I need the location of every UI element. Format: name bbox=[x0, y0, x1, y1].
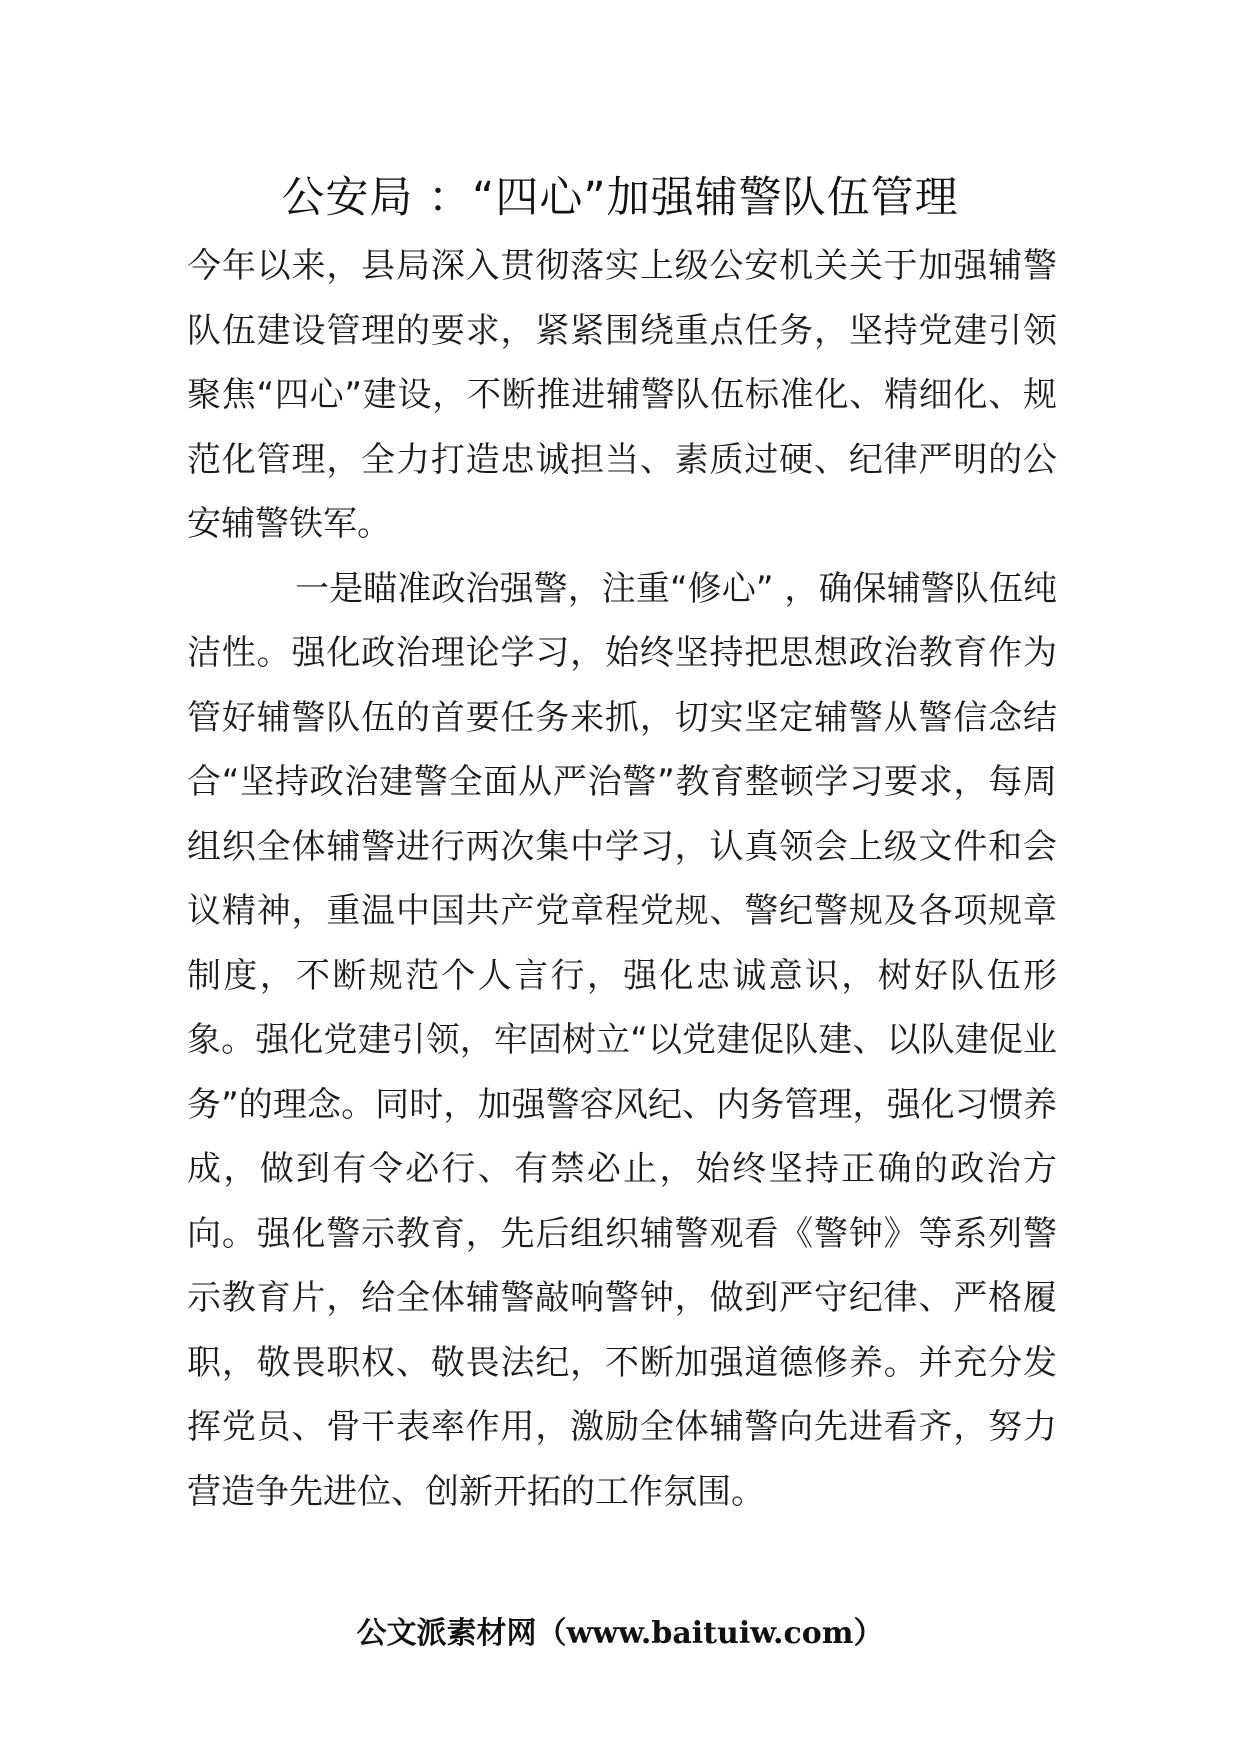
section-one-paragraph: 一是瞄准政治强警，注重“修心” ，确保辅警队伍纯洁性。强化政治理论学习，始终坚持把思想政治教育作为管好辅警队伍的首要任务来抓，切实坚定辅警从警信念结合“坚持政治建警全面从严治警”教育整顿学习要求，每周组织全体辅警进行两次集中学习，认真领会上级文件和会议精神，重温中国共产党章程党规、警纪警规及各项规章制度，不断规范个人言行，强化忠诚意识，树好队伍形象。强化党建引领，牢固树立“以党建促队建、以队建促业务”的理念。同时，加强警容风纪、内务管理，强化习惯养成，做到有令必行、有禁必止，始终坚持正确的政治方向。强化警示教育，先后组织辅警观看《警钟》等系列警示教育片，给全体辅警敲响警钟，做到严守纪律、严格履职，敬畏职权、敬畏法纪，不断加强道德修养。并充分发挥党员、骨干表率作用，激励全体辅警向先进看齐，努力营造争先进位、创新开拓的工作氛围。 bbox=[187, 568, 1057, 1512]
document-title: 公安局 ：“四心”加强辅警队伍管理 bbox=[281, 173, 959, 223]
document-body bbox=[187, 234, 1057, 1524]
intro-paragraph: 今年以来，县局深入贯彻落实上级公安机关关于加强辅警队伍建设管理的要求，紧紧围绕重点任务，坚持党建引领聚焦“四心”建设，不断推进辅警队伍标准化、精细化、规范化管理，全力打造忠诚担当、素质过硬、纪律严明的公安辅警铁军。 bbox=[187, 246, 1057, 544]
source-footer: 公文派素材网（www.baituiw.com） bbox=[356, 1616, 884, 1651]
